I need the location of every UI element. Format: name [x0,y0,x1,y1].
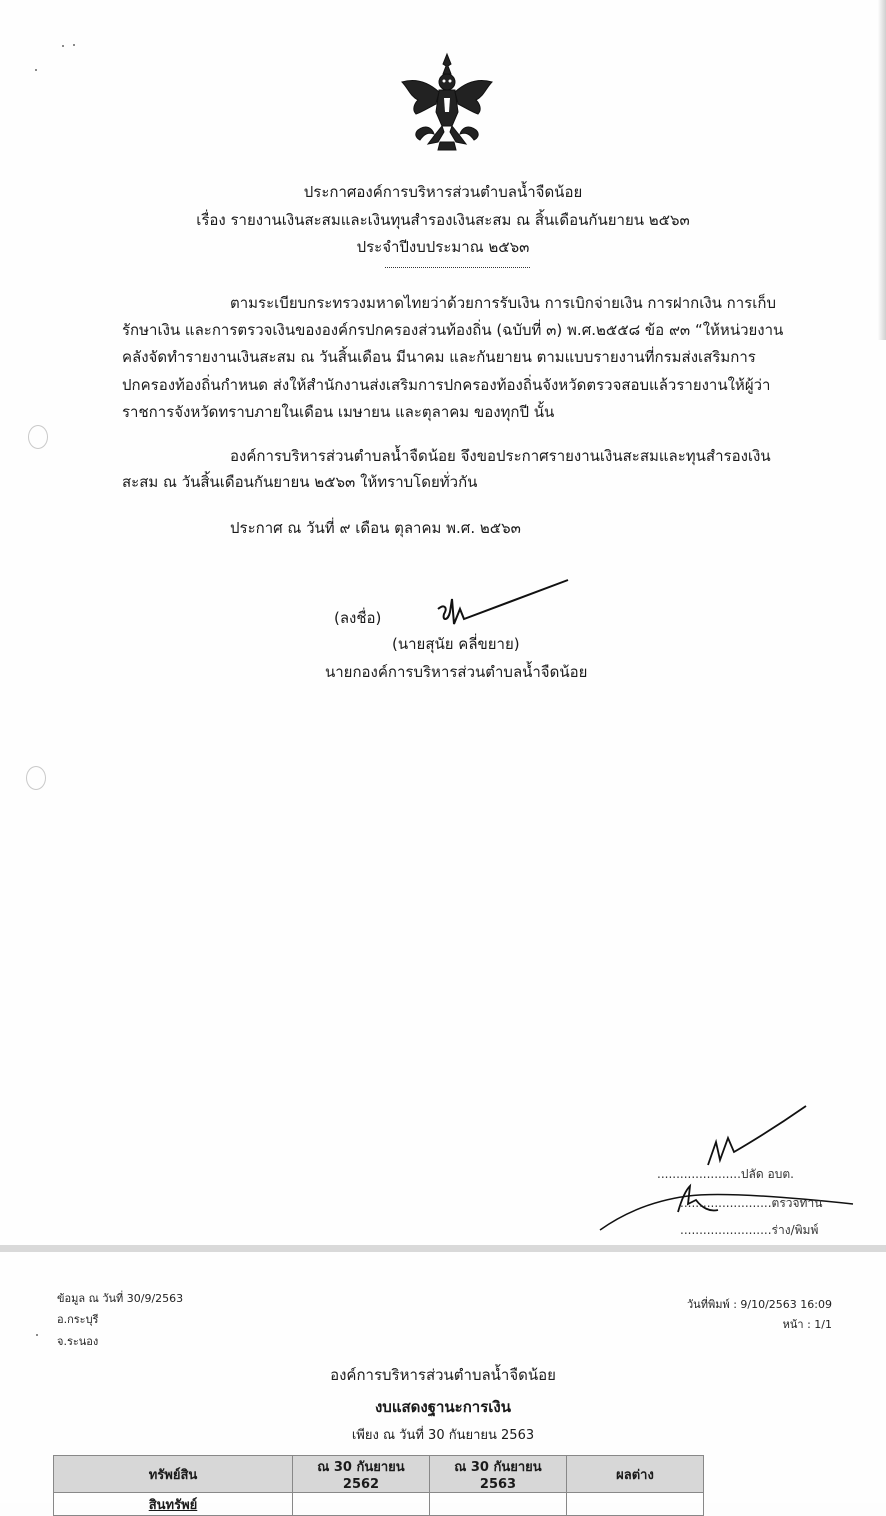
paragraph-line: องค์การบริหารส่วนตำบลน้ำจืดน้อย จึงขอประกาศรายงานเงินสะสมและทุนสำรองเงิน [230,447,771,465]
paragraph-line: ราชการจังหวัดทราบภายในเดือน เมษายน และตุลาคม ของทุกปี นั้น [122,403,555,421]
paragraph-line: คลังจัดทำรายงานเงินสะสม ณ วันสิ้นเดือน มีนาคม และกันยายน ตามแบบรายงานที่กรมส่งเสริมการ [122,348,756,366]
annotation-line: ........................ตรวจทาน [680,1196,823,1210]
page-break [0,1245,886,1252]
paragraph-line: ตามระเบียบกระทรวงมหาดไทยว่าด้วยการรับเงิน การเบิกจ่ายเงิน การฝากเงิน การเก็บ [230,294,776,312]
signer-name: (นายสุนัย คลี่ขยาย) [392,635,520,653]
col-header-2562: ณ 30 กันยายน 2562 [293,1456,430,1493]
announcement-title: ประกาศองค์การบริหารส่วนตำบลน้ำจืดน้อย [303,183,583,201]
punch-hole [28,425,48,449]
col-header-2563: ณ 30 กันยายน 2563 [430,1456,567,1493]
scan-speck [73,44,75,46]
annotation-line: ........................ร่าง/พิมพ์ [680,1223,819,1237]
scan-edge-shadow [878,0,886,340]
announce-date: ประกาศ ณ วันที่ ๙ เดือน ตุลาคม พ.ศ. ๒๕๖๓ [230,519,521,537]
garuda-emblem [398,52,496,152]
signed-label: (ลงชื่อ) [334,609,382,627]
paragraph-line: รักษาเงิน และการตรวจเงินขององค์กรปกครองส่วนท้องถิ่น (ฉบับที่ ๓) พ.ศ.๒๕๕๘ ข้อ ๙๓ “ให้หน่วยงาน [122,321,784,339]
table-cell [293,1493,430,1516]
paragraph-line: สะสม ณ วันสิ้นเดือนกันยายน ๒๕๖๓ ให้ทราบโดยทั่วกัน [122,473,478,491]
scan-speck [36,1334,38,1336]
page-number: หน้า : 1/1 [782,1318,832,1331]
punch-hole [26,766,46,790]
signature-mark [430,574,575,634]
announcement-subject: เรื่อง รายงานเงินสะสมและเงินทุนสำรองเงินสะสม ณ สิ้นเดือนกันยายน ๒๕๖๓ [196,211,690,229]
signer-title: นายกองค์การบริหารส่วนตำบลน้ำจืดน้อย [325,663,588,681]
table-header-row [54,1456,704,1493]
paragraph-line: ปกครองท้องถิ่นกำหนด ส่งให้สำนักงานส่งเสริมการปกครองท้องถิ่นจังหวัดตรวจสอบแล้วรายงานให้ผู้ว่า [122,376,771,394]
fiscal-year: ประจำปีงบประมาณ ๒๕๖๓ [356,238,530,256]
scan-speck [62,45,64,47]
table-row [54,1493,704,1516]
data-as-of: ข้อมูล ณ วันที่ 30/9/2563 [57,1292,184,1305]
province: จ.ระนอง [57,1335,99,1348]
annotation-line: ......................ปลัด อบต. [657,1167,794,1181]
col-header-difference: ผลต่าง [567,1456,704,1493]
report-org: องค์การบริหารส่วนตำบลน้ำจืดน้อย [330,1366,556,1384]
report-title: งบแสดงฐานะการเงิน [374,1398,511,1416]
row-label-assets: สินทรัพย์ [54,1493,293,1516]
col-header-assets: ทรัพย์สิน [54,1456,293,1493]
report-as-of: เพียง ณ วันที่ 30 กันยายน 2563 [351,1428,535,1443]
district: อ.กระบุรี [57,1313,99,1326]
print-date: วันที่พิมพ์ : 9/10/2563 16:09 [687,1298,832,1311]
scan-speck [35,69,37,71]
table-cell [567,1493,704,1516]
separator-dots [385,267,530,268]
financial-table [53,1455,704,1516]
table-cell [430,1493,567,1516]
